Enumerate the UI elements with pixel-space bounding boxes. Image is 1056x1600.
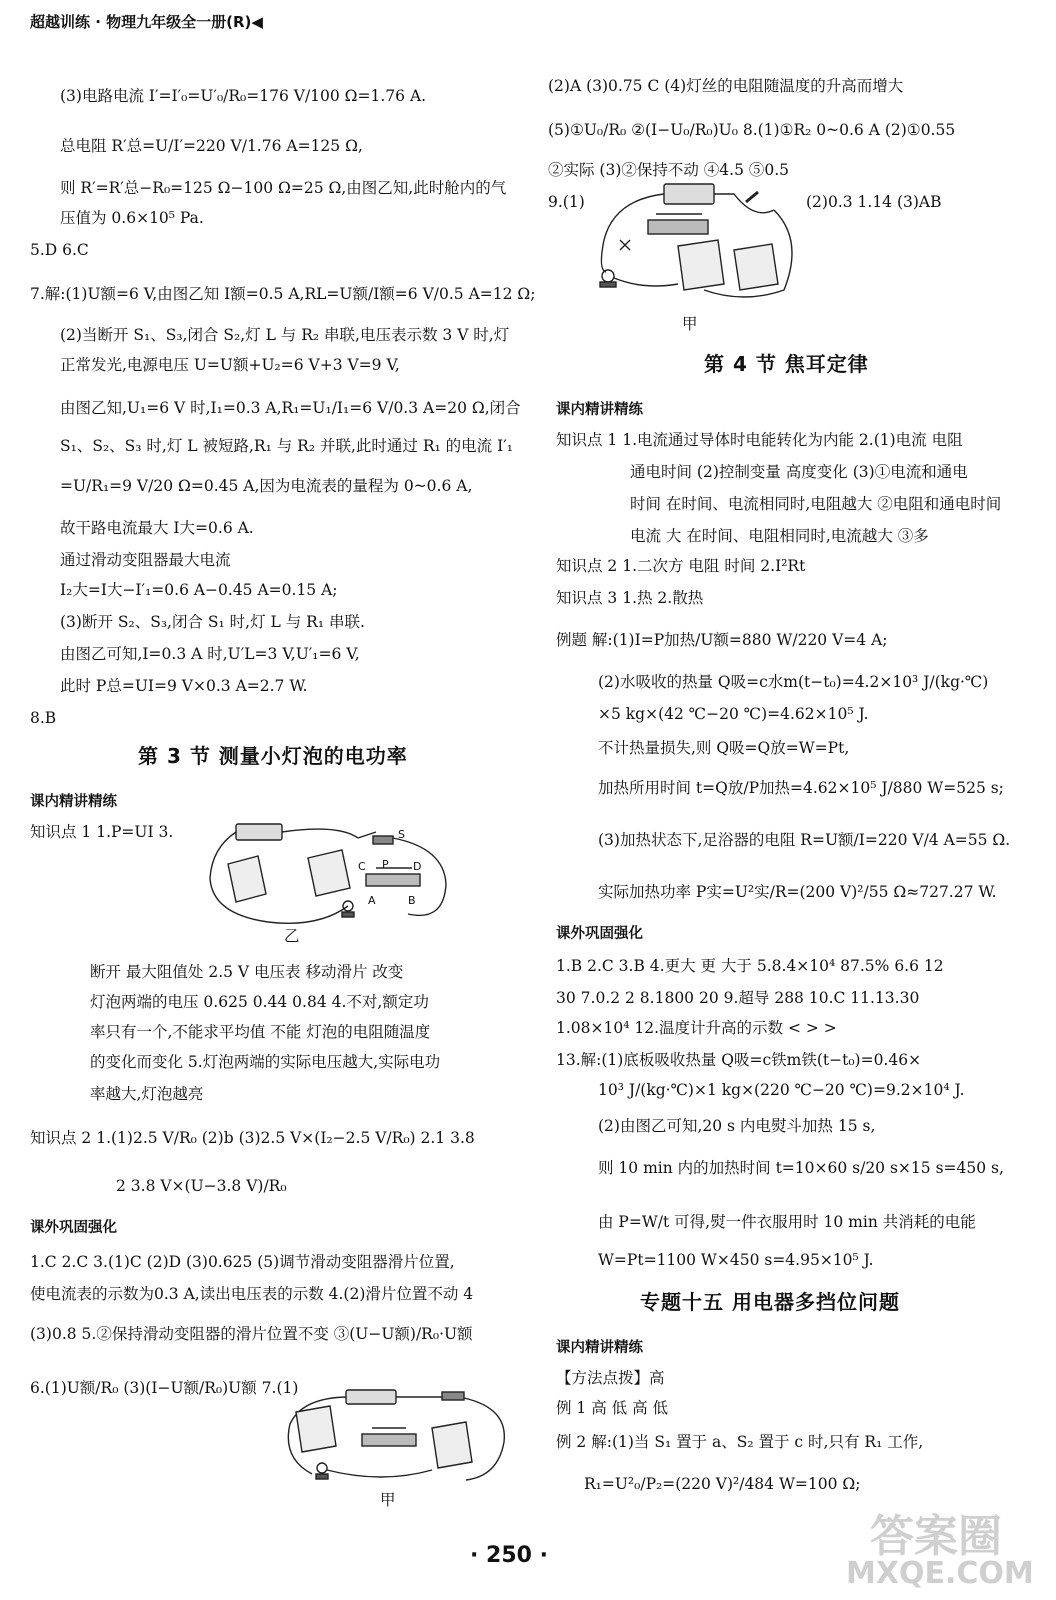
svg-text:A: A <box>368 894 376 907</box>
text-line: 10³ J/(kg·℃)×1 kg×(220 ℃−20 ℃)=9.2×10⁴ J. <box>598 1081 965 1099</box>
watermark-logo: 答案圈 <box>870 1511 1002 1562</box>
text-line: 的变化而变化 5.灯泡两端的实际电压越大,实际电功 <box>90 1053 441 1071</box>
text-line: 压值为 0.6×10⁵ Pa. <box>60 209 204 227</box>
text-line: S₁、S₂、S₃ 时,灯 L 被短路,R₁ 与 R₂ 并联,此时通过 R₁ 的电流 I′₁ <box>60 437 513 455</box>
text-line: ×5 kg×(42 ℃−20 ℃)=4.62×10⁵ J. <box>598 705 869 723</box>
text-line: 【方法点拨】高 <box>556 1369 665 1387</box>
text-line: (2)当断开 S₁、S₃,闭合 S₂,灯 L 与 R₂ 串联,电压表示数 3 V 时,灯 <box>60 326 510 344</box>
section-title: 第 3 节 测量小灯泡的电功率 <box>138 744 408 768</box>
text-line: 率越大,灯泡越亮 <box>90 1085 204 1103</box>
text-line: 1.08×10⁴ 12.温度计升高的示数 < > > <box>556 1019 837 1037</box>
text-line: 正常发光,电源电压 U=U额+U₂=6 V+3 V=9 V, <box>60 356 400 374</box>
text-line: 2 3.8 V×(U−3.8 V)/R₀ <box>116 1177 287 1195</box>
text-line: (3)断开 S₂、S₃,闭合 S₁ 时,灯 L 与 R₁ 串联. <box>60 613 365 631</box>
text-line: 由 P=W/t 可得,熨一件衣服用时 10 min 共消耗的电能 <box>598 1213 976 1231</box>
text-line: 率只有一个,不能求平均值 不能 灯泡的电阻随温度 <box>90 1023 431 1041</box>
text-line: 此时 P总=UI=9 V×0.3 A=2.7 W. <box>60 677 308 695</box>
text-line: (3)0.8 5.②保持滑动变阻器的滑片位置不变 ③(U−U额)/R₀·U额 <box>30 1325 473 1343</box>
text-line: 总电阻 R′总=U/I′=220 V/1.76 A=125 Ω, <box>60 137 363 155</box>
circuit-diagram-jia <box>282 1384 512 1490</box>
text-line: 13.解:(1)底板吸收热量 Q吸=c铁m铁(t−t₀)=0.46× <box>556 1051 922 1069</box>
circuit-diagram-jia <box>584 180 804 310</box>
svg-text:B: B <box>408 894 416 907</box>
running-header: 超越训练 · 物理九年级全一册(R)◀ <box>30 13 263 31</box>
figure-label: 甲 <box>682 315 698 333</box>
text-line: 则 R′=R′总−R₀=125 Ω−100 Ω=25 Ω,由图乙知,此时舱内的气 <box>60 179 507 197</box>
subsection-heading: 课内精讲精练 <box>556 402 643 418</box>
text-line: 知识点 2 1.二次方 电阻 时间 2.I²Rt <box>556 557 806 575</box>
text-line: 例 2 解:(1)当 S₁ 置于 a、S₂ 置于 c 时,只有 R₁ 工作, <box>556 1433 924 1451</box>
text-line: I₂大=I大−I′₁=0.6 A−0.45 A=0.15 A; <box>60 581 338 599</box>
text-line: 加热所用时间 t=Q放/P加热=4.62×10⁵ J/880 W=525 s; <box>598 779 1004 797</box>
text-line: 7.解:(1)U额=6 V,由图乙知 I额=0.5 A,RL=U额/I额=6 V/0.5 A=12 Ω; <box>30 285 536 303</box>
page-number: · 250 · <box>470 1543 548 1568</box>
text-line: (3)加热状态下,足浴器的电阻 R=U额/I=220 V/4 A=55 Ω. <box>598 831 1011 849</box>
text-line: 不计热量损失,则 Q吸=Q放=W=Pt, <box>598 739 850 757</box>
text-line: =U/R₁=9 V/20 Ω=0.45 A,因为电流表的量程为 0~0.6 A, <box>60 477 473 495</box>
text-line: 由图乙可知,I=0.3 A 时,U′L=3 V,U′₁=6 V, <box>60 645 360 663</box>
text-line: W=Pt=1100 W×450 s=4.95×10⁵ J. <box>598 1251 874 1269</box>
text-line: 知识点 2 1.(1)2.5 V/R₀ (2)b (3)2.5 V×(I₂−2.5 V/R₀) 2.1 3.8 <box>30 1129 475 1147</box>
text-line: 故干路电流最大 I大=0.6 A. <box>60 519 254 537</box>
svg-text:D: D <box>413 860 422 873</box>
text-line: (3)电路电流 I′=I′₀=U′₀/R₀=176 V/100 Ω=1.76 A. <box>60 87 427 105</box>
text-line: 知识点 3 1.热 2.散热 <box>556 589 704 607</box>
section-title: 第 4 节 焦耳定律 <box>704 352 869 376</box>
svg-text:C: C <box>358 860 366 873</box>
watermark-url: MXQE.COM <box>846 1556 1034 1591</box>
figure-label: 乙 <box>284 927 300 945</box>
text-line: 由图乙知,U₁=6 V 时,I₁=0.3 A,R₁=U₁/I₁=6 V/0.3 A=20 Ω,闭合 <box>60 399 521 417</box>
text-line: (2)由图乙可知,20 s 内电熨斗加热 15 s, <box>598 1117 876 1135</box>
text-line: (2)A (3)0.75 C (4)灯丝的电阻随温度的升高而增大 <box>548 77 904 95</box>
text-line: 则 10 min 内的加热时间 t=10×60 s/20 s×15 s=450 s, <box>598 1159 1004 1177</box>
text-line: (2)0.3 1.14 (3)AB <box>806 193 942 211</box>
text-line: 通过滑动变阻器最大电流 <box>60 551 231 569</box>
text-line: 电流 大 在时间、电阻相同时,电流越大 ③多 <box>630 527 929 545</box>
text-line: 使电流表的示数为0.3 A,读出电压表的示数 4.(2)滑片位置不动 4 <box>30 1285 474 1303</box>
text-line: 1.C 2.C 3.(1)C (2)D (3)0.625 (5)调节滑动变阻器滑片位置, <box>30 1253 455 1271</box>
text-line: (2)水吸收的热量 Q吸=c水m(t−t₀)=4.2×10³ J/(kg·℃) <box>598 673 989 691</box>
subsection-heading: 课内精讲精练 <box>556 1340 643 1356</box>
figure-label: 甲 <box>380 1491 396 1509</box>
text-line: 5.D 6.C <box>30 241 89 259</box>
text-line: 通电时间 (2)控制变量 高度变化 (3)①电流和通电 <box>630 463 968 481</box>
text-line: 实际加热功率 P实=U²实/R=(200 V)²/55 Ω≈727.27 W. <box>598 883 997 901</box>
subsection-heading: 课外巩固强化 <box>556 926 643 942</box>
text-line: 时间 在时间、电流相同时,电阻越大 ②电阻和通电时间 <box>630 495 1002 513</box>
circuit-diagram-yi <box>208 818 458 930</box>
text-line: 6.(1)U额/R₀ (3)(I−U额/R₀)U额 7.(1) <box>30 1379 299 1397</box>
section-title: 专题十五 用电器多挡位问题 <box>640 1290 900 1314</box>
text-line: 知识点 1 1.P=UI 3. <box>30 823 174 841</box>
subsection-heading: 课内精讲精练 <box>30 794 117 810</box>
subsection-heading: 课外巩固强化 <box>30 1220 117 1236</box>
svg-text:S: S <box>398 828 405 841</box>
text-line: 例 1 高 低 高 低 <box>556 1399 668 1417</box>
text-line: 例题 解:(1)I=P加热/U额=880 W/220 V=4 A; <box>556 631 888 649</box>
text-line: 8.B <box>30 709 57 727</box>
text-line: 30 7.0.2 2 8.1800 20 9.超导 288 10.C 11.13.30 <box>556 989 920 1007</box>
text-line: ②实际 (3)②保持不动 ④4.5 ⑤0.5 <box>548 161 790 179</box>
text-line: 灯泡两端的电压 0.625 0.44 0.84 4.不对,额定功 <box>90 993 429 1011</box>
text-line: R₁=U²₀/P₂=(220 V)²/484 W=100 Ω; <box>584 1475 861 1493</box>
text-line: 断开 最大阻值处 2.5 V 电压表 移动滑片 改变 <box>90 963 404 981</box>
text-line: 1.B 2.C 3.B 4.更大 更 大于 5.8.4×10⁴ 87.5% 6.6 12 <box>556 957 944 975</box>
text-line: 知识点 1 1.电流通过导体时电能转化为内能 2.(1)电流 电阻 <box>556 431 963 449</box>
text-line: (5)①U₀/R₀ ②(I−U₀/R₀)U₀ 8.(1)①R₂ 0~0.6 A (2)①0.55 <box>548 121 956 139</box>
text-line: 9.(1) <box>548 193 585 211</box>
svg-text:P: P <box>382 858 389 871</box>
